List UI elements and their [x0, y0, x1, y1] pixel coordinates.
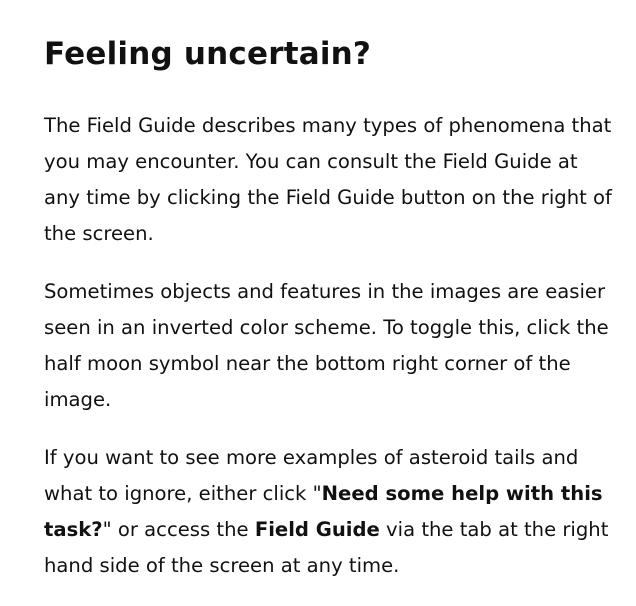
more-examples-text-1: If you want to see more examples of asteroid tails and what to ignore, either click " — [44, 446, 579, 505]
field-guide-paragraph: The Field Guide describes many types of phenomena that you may encounter. You can consult the Field Guide at any time by clicking the Field Guide button on the right of the screen. — [44, 114, 612, 245]
more-examples-text-3: via the tab at the right hand side of the screen at any time. — [44, 518, 609, 577]
more-examples-paragraph — [44, 440, 619, 584]
help-heading: Feeling uncertain? — [44, 36, 372, 72]
more-examples-text-2: " or access the — [102, 518, 255, 541]
need-help-emphasis: Need some help with this task? — [44, 482, 603, 541]
help-content — [44, 30, 619, 606]
field-guide-emphasis: Field Guide — [254, 518, 380, 541]
invert-colors-paragraph: Sometimes objects and features in the images are easier seen in an inverted color scheme. To toggle this, click the half moon symbol near the bottom right corner of the image. — [44, 280, 609, 411]
